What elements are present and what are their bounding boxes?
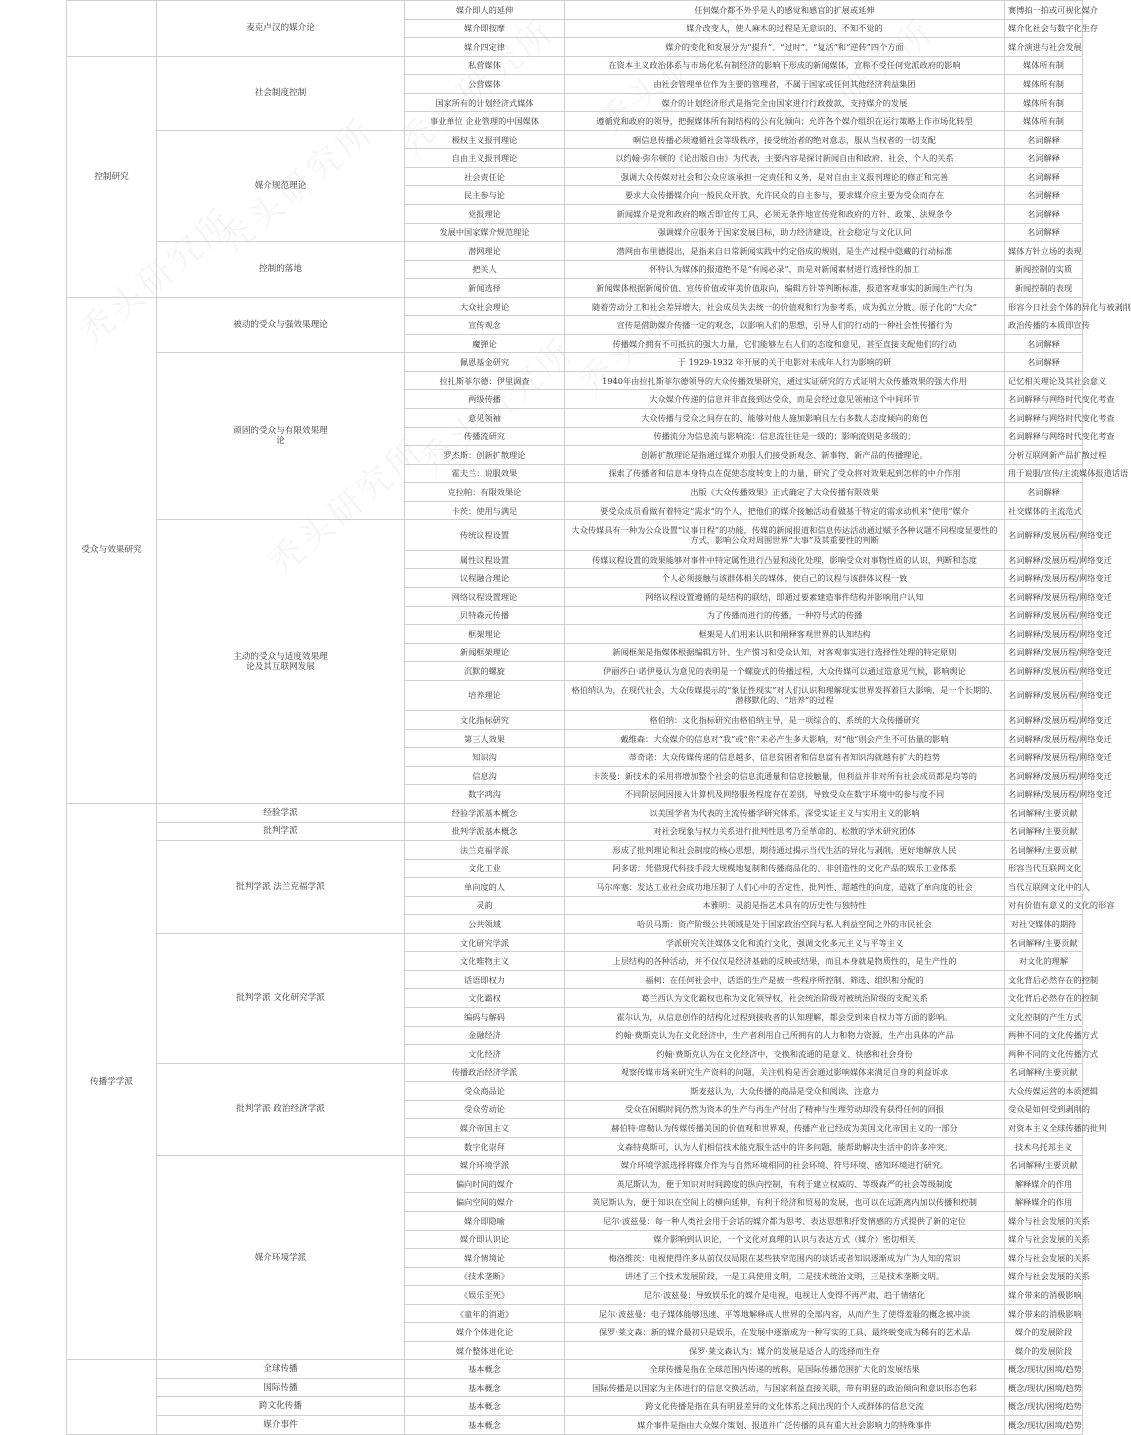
- term-cell: 新闻选择: [405, 279, 565, 298]
- exam-focus-cell: 文化控制的产生方式: [1005, 1007, 1083, 1026]
- exam-focus-cell: 名词解释: [1005, 130, 1083, 149]
- exam-focus-cell: 用于说服/宣传/主流媒体报道话语: [1005, 464, 1083, 483]
- table-row: [67, 1063, 1083, 1082]
- exam-focus-cell: 对有价值有意义的文化的形容: [1005, 896, 1083, 915]
- description-cell: 大众传媒具有一种为公众设置“议事日程”的功能，传媒的新闻报道和信息传达活动通过赋予各种议题不同程度显要性的方式，影响公众对周围世界“大事”及其重要性的判断: [565, 520, 1005, 551]
- table-row: [67, 1156, 1083, 1175]
- term-cell: 灵韵: [405, 896, 565, 915]
- term-cell: 属性议程设置: [405, 550, 565, 569]
- exam-focus-cell: 媒介与社会发展的关系: [1005, 1267, 1083, 1286]
- term-cell: 受众劳动论: [405, 1100, 565, 1119]
- description-cell: 强调大众传媒对社会和公众应该承担一定责任和义务，是对自由主义报刊理论的修正和完善: [565, 167, 1005, 186]
- description-cell: 尼尔·波兹曼：导致娱乐化的媒介是电视，电视让人变得不再严肃，趋于情绪化: [565, 1286, 1005, 1305]
- term-cell: 极权主义报刊理论: [405, 130, 565, 149]
- description-cell: 由社会管理单位作为主要的管理者，不属于国家或任何其他经济利益集团: [565, 75, 1005, 94]
- table-row: [67, 841, 1083, 860]
- table-row: [67, 520, 1083, 551]
- group-cell: 顽固的受众与有限效果理论: [157, 353, 405, 520]
- exam-focus-cell: 名词解释/主要贡献: [1005, 841, 1083, 860]
- description-cell: 哈贝马斯：资产阶级公共领域是处于国家政治空间与私人利益空间之外的市民社会: [565, 915, 1005, 934]
- table-row: [67, 1397, 1083, 1416]
- exam-focus-cell: 名词解释: [1005, 223, 1083, 242]
- description-cell: 出版《大众传播效果》正式确定了大众传播有限效果: [565, 483, 1005, 502]
- term-cell: 国家所有的计划经济式媒体: [405, 93, 565, 112]
- group-cell: 媒介规范理论: [157, 130, 405, 241]
- term-cell: 两级传播: [405, 390, 565, 409]
- term-cell: 罗杰斯：创新扩散理论: [405, 446, 565, 465]
- description-cell: 要求大众传播媒介向一般民众开放，允许民众的自主参与，要求媒介应主要为受众而存在: [565, 186, 1005, 205]
- term-cell: 文化霸权: [405, 989, 565, 1008]
- term-cell: 沉默的螺旋: [405, 662, 565, 681]
- exam-focus-cell: 当代互联网文化中的人: [1005, 878, 1083, 897]
- description-cell: 福柯：在任何社会中，话语的生产是被一些程序所控制、筛选、组织和分配的: [565, 970, 1005, 989]
- exam-focus-cell: 名词解释与网络时代变化考查: [1005, 390, 1083, 409]
- group-cell: 跨文化传播: [157, 1397, 405, 1416]
- description-cell: 蒂奇诺：大众传媒传递的信息越多，信息贫困者和信息富有者知识沟就越有扩大的趋势: [565, 748, 1005, 767]
- exam-focus-cell: 媒介的发展阶段: [1005, 1323, 1083, 1342]
- group-cell: 经验学派: [157, 803, 405, 822]
- description-cell: 本雅明：灵韵是指艺术具有的历史性与独特性: [565, 896, 1005, 915]
- exam-focus-cell: 名词解释/发展历程/网络变迁: [1005, 606, 1083, 625]
- term-cell: 媒介即隐喻: [405, 1212, 565, 1231]
- term-cell: 公营媒体: [405, 75, 565, 94]
- term-cell: 拉扎斯菲尔德：伊里调查: [405, 371, 565, 390]
- term-cell: 贝特森元传播: [405, 606, 565, 625]
- exam-focus-cell: 名词解释/发展历程/网络变迁: [1005, 587, 1083, 606]
- exam-focus-cell: 媒介演进与社会发展: [1005, 38, 1083, 57]
- table-row: [67, 822, 1083, 841]
- description-cell: 潜网由布里德提出，是指来自日常新闻实践中约定俗成的规则，是生产过程中隐藏的行动标准: [565, 242, 1005, 261]
- exam-focus-cell: 名词解释/发展历程/网络变迁: [1005, 625, 1083, 644]
- table-row: [67, 1378, 1083, 1397]
- exam-focus-cell: 媒介与社会发展的关系: [1005, 1230, 1083, 1249]
- term-cell: 党报理论: [405, 205, 565, 224]
- exam-focus-cell: 概念/现状/困境/趋势: [1005, 1397, 1083, 1416]
- description-cell: 大众传播与受众之间存在的、能够对他人施加影响且左右多数人态度倾向的角色: [565, 409, 1005, 428]
- exam-focus-cell: 名词解释/发展历程/网络变迁: [1005, 785, 1083, 804]
- table-row: [67, 803, 1083, 822]
- term-cell: 《童年的消逝》: [405, 1304, 565, 1323]
- table-row: [67, 1, 1083, 20]
- description-cell: 英尼斯认为，便于知识在空间上的横向延伸，有利于经济和贸易的发展，也可以在远距离内加以传播和控制: [565, 1193, 1005, 1212]
- term-cell: 话语即权力: [405, 970, 565, 989]
- term-cell: 金融经济: [405, 1026, 565, 1045]
- exam-focus-cell: 名词解释: [1005, 167, 1083, 186]
- exam-focus-cell: 名词解释/主要贡献: [1005, 803, 1083, 822]
- term-cell: 传播政治经济学派: [405, 1063, 565, 1082]
- term-cell: 《技术垄断》: [405, 1267, 565, 1286]
- group-cell: 批判学派: [157, 822, 405, 841]
- description-cell: 以美国学者为代表的主流传播学研究体系，深受实证主义与实用主义的影响: [565, 803, 1005, 822]
- description-cell: 葛兰西认为文化霸权也称为文化领导权，社会统治阶级对被统治阶级的支配关系: [565, 989, 1005, 1008]
- description-cell: 伊丽莎白·诺伊曼认为意见的表明是一个螺旋式的传播过程，大众传媒可以通过造意见气候，影响舆论: [565, 662, 1005, 681]
- description-cell: 任何媒介都不外乎是人的感觉和感官的扩展或延伸: [565, 1, 1005, 20]
- description-cell: 个人必须接触与该群体相关的媒体，使自己的议程与该群体议程一致: [565, 569, 1005, 588]
- exam-focus-cell: 名词解释/主要贡献: [1005, 1156, 1083, 1175]
- description-cell: 尼尔·波兹曼：每一种人类社会用于会话的媒介都为思考、表达思想和抒发情感的方式提供了新的定位: [565, 1212, 1005, 1231]
- description-cell: 框架是人们用来认识和阐释客观世界的认知结构: [565, 625, 1005, 644]
- description-cell: 对社会现象与权力关系进行批判性思考乃至革命的、松散的学术研究团体: [565, 822, 1005, 841]
- term-cell: 媒介情境论: [405, 1249, 565, 1268]
- description-cell: 文森特莫斯可，认为人们相信技术能克服生活中的许多问题，能帮助解决生活中的许多冲突。: [565, 1137, 1005, 1156]
- description-cell: 媒介事件是指由大众媒介策划、报道并广泛传播的具有重大社会影响力的特殊事件: [565, 1416, 1005, 1435]
- description-cell: 英尼斯认为，便于知识对时间跨度的纵向控制，有利于建立权威的、等级森严的社会等级制度: [565, 1174, 1005, 1193]
- description-cell: 全球传播是指在全球范围内传递的统称，是国际传播范围扩大化的发展结果: [565, 1360, 1005, 1379]
- term-cell: 私营媒体: [405, 56, 565, 75]
- exam-focus-cell: 名词解释/发展历程/网络变迁: [1005, 643, 1083, 662]
- description-cell: 传播媒介拥有不可抵抗的强大力量，它们能够左右人们的态度和意见，甚至直接支配他们的行动: [565, 334, 1005, 353]
- term-cell: 偏向时间的媒介: [405, 1174, 565, 1193]
- group-cell: 控制的落地: [157, 242, 405, 298]
- exam-focus-cell: 对社交媒体的期待: [1005, 915, 1083, 934]
- description-cell: 为了传播而进行的传播，一种符号式的传播: [565, 606, 1005, 625]
- exam-focus-cell: 解释媒介的作用: [1005, 1193, 1083, 1212]
- term-cell: 霍夫兰：说服效果: [405, 464, 565, 483]
- term-cell: 议程融合理论: [405, 569, 565, 588]
- term-cell: 佩恩基金研究: [405, 353, 565, 372]
- exam-focus-cell: 两种不同的文化传播方式: [1005, 1026, 1083, 1045]
- exam-focus-cell: 新闻控制的表现: [1005, 279, 1083, 298]
- description-cell: 保罗·莱文森：新的媒介最初只是娱乐，在发展中逐渐成为一种写实的工具、最终蜕变成为稀有的艺术品: [565, 1323, 1005, 1342]
- description-cell: 传播流分为信息流与影响流：信息流往往是一级的；影响流则是多级的；: [565, 427, 1005, 446]
- exam-focus-cell: 媒体所有制: [1005, 75, 1083, 94]
- exam-focus-cell: 概念/现状/困境/趋势: [1005, 1378, 1083, 1397]
- term-cell: 民主参与论: [405, 186, 565, 205]
- description-cell: 卡茨曼：新技术的采用将增加整个社会的信息流通量和信息接触量，但利益并非对所有社会成员都是均等的: [565, 766, 1005, 785]
- exam-focus-cell: 两种不同的文化传播方式: [1005, 1045, 1083, 1064]
- exam-focus-cell: 名词解释/发展历程/网络变迁: [1005, 662, 1083, 681]
- exam-focus-cell: 解释媒介的作用: [1005, 1174, 1083, 1193]
- term-cell: 基本概念: [405, 1397, 565, 1416]
- term-cell: 经验学派基本概念: [405, 803, 565, 822]
- exam-focus-cell: 名词解释: [1005, 334, 1083, 353]
- description-cell: 戴维森：大众媒介的信息对“我”或“你”未必产生多大影响，对“他”则会产生不可估量的影响: [565, 729, 1005, 748]
- term-cell: 把关人: [405, 260, 565, 279]
- exam-focus-cell: 名词解释: [1005, 149, 1083, 168]
- description-cell: 怀特认为媒体的报道绝不是“有闻必录”，而是对新闻素材进行选择性的加工: [565, 260, 1005, 279]
- exam-focus-cell: 文化背后必然存在的控制: [1005, 970, 1083, 989]
- description-cell: 随着劳动分工和社会差异增大，社会成员失去统一的价值观和行为参考系，成为孤立分散、原子化的“大众”: [565, 297, 1005, 316]
- table-row: [67, 353, 1083, 372]
- term-cell: 社会责任论: [405, 167, 565, 186]
- term-cell: 媒介个体进化论: [405, 1323, 565, 1342]
- exam-focus-cell: 对文化的理解: [1005, 952, 1083, 971]
- exam-focus-cell: 名词解释/主要贡献: [1005, 822, 1083, 841]
- group-cell: 媒介事件: [157, 1416, 405, 1435]
- description-cell: 要受众成员看做有着特定“需求”的个人，把他们的媒介接触活动看做基于特定的需求动机来“使用”媒介: [565, 501, 1005, 520]
- description-cell: 以约翰·弥尔顿的《论出版自由》为代表，主要内容是探讨新闻自由和政府、社会、个人的关系: [565, 149, 1005, 168]
- exam-focus-cell: 技术乌托邦主义: [1005, 1137, 1083, 1156]
- exam-focus-cell: 社交媒体的主流范式: [1005, 501, 1083, 520]
- exam-focus-cell: 名词解释/发展历程/网络变迁: [1005, 748, 1083, 767]
- description-cell: 讲述了三个技术发展阶段，一是工具使用文明，二是技术统治文明，三是技术垄断文明。: [565, 1267, 1005, 1286]
- topic-cell: 受众与效果研究: [67, 297, 157, 803]
- description-cell: 宣传是借助媒介传播一定的观念，以影响人们的思想，引导人们的行动的一种社会性传播行为: [565, 316, 1005, 335]
- term-cell: 文化指标研究: [405, 711, 565, 730]
- term-cell: 批判学派基本概念: [405, 822, 565, 841]
- description-cell: 新闻媒介是党和政府的喉舌即宣传工具，必须无条件地宣传党和政府的方针、政策、法规条令: [565, 205, 1005, 224]
- exam-focus-cell: 记忆相关理论及其社会意义: [1005, 371, 1083, 390]
- exam-focus-cell: 名词解释/发展历程/网络变迁: [1005, 569, 1083, 588]
- term-cell: 知识沟: [405, 748, 565, 767]
- term-cell: 媒介即人的延伸: [405, 1, 565, 20]
- description-cell: 形成了批判理论和社会制度的核心思想，期待通过揭示当代生活的异化与剥削，更好地解放人民: [565, 841, 1005, 860]
- term-cell: 潜网理论: [405, 242, 565, 261]
- term-cell: 网络议程设置理论: [405, 587, 565, 606]
- exam-focus-cell: 名词解释/发展历程/网络变迁: [1005, 766, 1083, 785]
- description-cell: 新闻框架是指媒体根据编辑方针、生产惯习和受众认知，对客观事实进行选择性处理的特定原则: [565, 643, 1005, 662]
- exam-focus-cell: 概念/现状/困境/趋势: [1005, 1416, 1083, 1435]
- exam-focus-cell: 媒体所有制: [1005, 93, 1083, 112]
- term-cell: 受众商品论: [405, 1082, 565, 1101]
- topic-cell: 控制研究: [67, 56, 157, 297]
- term-cell: 公共领域: [405, 915, 565, 934]
- table-row: [67, 56, 1083, 75]
- exam-focus-cell: 名词解释/主要贡献: [1005, 1063, 1083, 1082]
- description-cell: 赫伯特·席勒认为传媒传播美国的价值观和世界观，传播产业已经成为美国文化帝国主义的一部分: [565, 1119, 1005, 1138]
- group-cell: 社会制度控制: [157, 56, 405, 130]
- description-cell: 尼尔·波兹曼：电子媒体能够迅速、平等地解释成人世界的全部内容，从而产生了使得羞耻的概念被冲淡: [565, 1304, 1005, 1323]
- description-cell: 受众在闲暇时间仍然为资本的生产与再生产付出了精神与生理劳动却没有获得任何的回报: [565, 1100, 1005, 1119]
- description-cell: 格伯纳：文化指标研究由格伯纳主导，是一项综合的、系统的大众传播研究: [565, 711, 1005, 730]
- term-cell: 基本概念: [405, 1360, 565, 1379]
- description-cell: 观察传媒市场来研究生产资料的问题，关注机构是否会通过影响媒体来满足自身的利益诉求: [565, 1063, 1005, 1082]
- exam-focus-cell: 媒介与社会发展的关系: [1005, 1212, 1083, 1231]
- exam-focus-cell: 名词解释/发展历程/网络变迁: [1005, 520, 1083, 551]
- description-cell: 媒介的计划经济形式是指完全由国家进行行政拨款，支持媒介的发展: [565, 93, 1005, 112]
- table-row: [67, 297, 1083, 316]
- description-cell: 霍尔认为，从信息创作的结构化过程到接收者的认知理解，都会受到来自权力等方面的影响。: [565, 1007, 1005, 1026]
- exam-focus-cell: 名词解释与网络时代变化考查: [1005, 427, 1083, 446]
- exam-focus-cell: 名词解释/发展历程/网络变迁: [1005, 550, 1083, 569]
- description-cell: 大众媒介传递的信息并非直接到达受众，而是会经过意见领袖这个中间环节: [565, 390, 1005, 409]
- term-cell: 法兰克福学派: [405, 841, 565, 860]
- term-cell: 文化研究学派: [405, 933, 565, 952]
- term-cell: 传统议程设置: [405, 520, 565, 551]
- description-cell: 媒介影响到认识论，一个文化对真理的认识与表达方式（媒介）密切相关: [565, 1230, 1005, 1249]
- description-cell: 传媒议程设置的效果能够对事件中特定属性进行凸显和淡化处理，影响受众对事物性质的认识、判断和态度: [565, 550, 1005, 569]
- exam-focus-cell: 媒体所有制: [1005, 112, 1083, 131]
- term-cell: 基本概念: [405, 1416, 565, 1435]
- term-cell: 意见领袖: [405, 409, 565, 428]
- term-cell: 卡茨：使用与满足: [405, 501, 565, 520]
- term-cell: 克拉帕：有限效果论: [405, 483, 565, 502]
- term-cell: 文化经济: [405, 1045, 565, 1064]
- exam-focus-cell: 媒体方针立场的表现: [1005, 242, 1083, 261]
- description-cell: 强调媒介应服务于国家发展目标，助力经济建设，社会稳定与文化认同: [565, 223, 1005, 242]
- table-row: [67, 242, 1083, 261]
- term-cell: 媒介即按摩: [405, 19, 565, 38]
- description-cell: 梅洛维茨：电视使得许多从前仅仅局限在某些狭窄范围内的谈话或者知识逐渐成为广为人知的常识: [565, 1249, 1005, 1268]
- description-cell: 约翰·费斯克认为在文化经济中，交换和流通的是意义、快感和社会身份: [565, 1045, 1005, 1064]
- group-cell: 媒介环境学派: [157, 1156, 405, 1360]
- exam-focus-cell: 名词解释/发展历程/网络变迁: [1005, 711, 1083, 730]
- description-cell: 格伯纳认为，在现代社会，大众传媒提示的“象征性现实”对人们认识和理解现实世界发挥着巨大影响，是一个长期的、潜移默化的、“培养”的过程: [565, 680, 1005, 711]
- term-cell: 媒介即认识论: [405, 1230, 565, 1249]
- description-cell: 媒介的变化和发展分为“提升”、“过时”、“复活”和“逆转”四个方面: [565, 38, 1005, 57]
- group-cell: 被动的受众与强效果理论: [157, 297, 405, 353]
- term-cell: 文化唯物主义: [405, 952, 565, 971]
- term-cell: 偏向空间的媒介: [405, 1193, 565, 1212]
- description-cell: 马尔库塞：发达工业社会成功地压制了人们心中的否定性、批判性、超越性的向度，造就了单向度的社会: [565, 878, 1005, 897]
- term-cell: 框架理论: [405, 625, 565, 644]
- description-cell: 阿多诺：凭借现代科技手段大规模地复制和传播商品化的、非创造性的文化产品的娱乐工业体系: [565, 859, 1005, 878]
- description-cell: 遵循党和政府的领导，把握媒体所有制结构的公有化倾向；允许各个媒介组织在运行策略上作市场化转型: [565, 112, 1005, 131]
- description-cell: 新闻媒体根据新闻价值、宣传价值或审美价值取向，编辑方针等判断标准，报道客观事实的新闻生产行为: [565, 279, 1005, 298]
- description-cell: 保罗·莱文森认为：媒介的发展是适合人的选择而生存: [565, 1341, 1005, 1360]
- term-cell: 数字化崇拜: [405, 1137, 565, 1156]
- term-cell: 基本概念: [405, 1378, 565, 1397]
- exam-focus-cell: 形容今日社会个体的异化与被剥削: [1005, 297, 1083, 316]
- table-row: [67, 1360, 1083, 1379]
- exam-focus-cell: 分析互联网新产品扩散过程: [1005, 446, 1083, 465]
- exam-focus-cell: 名词解释/发展历程/网络变迁: [1005, 729, 1083, 748]
- group-cell: 主动的受众与适度效果理论及其互联网发展: [157, 520, 405, 804]
- group-cell: 麦克卢汉的媒介论: [157, 1, 405, 57]
- term-cell: 单向度的人: [405, 878, 565, 897]
- exam-focus-cell: 大众传媒运营的本质逻辑: [1005, 1082, 1083, 1101]
- group-cell: 国际传播: [157, 1378, 405, 1397]
- term-cell: 信息沟: [405, 766, 565, 785]
- term-cell: 《娱乐至死》: [405, 1286, 565, 1305]
- term-cell: 文化工业: [405, 859, 565, 878]
- group-cell: 批判学派 文化研究学派: [157, 933, 405, 1063]
- description-cell: 于 1929-1932 年开展的关于电影对未成年人行为影响的研: [565, 353, 1005, 372]
- term-cell: 培养理论: [405, 680, 565, 711]
- description-cell: 上层结构的各种活动，并不仅仅是经济基础的反映或结果，而且本身就是物质性的，是生产性的: [565, 952, 1005, 971]
- exam-focus-cell: 媒介的发展阶段: [1005, 1341, 1083, 1360]
- description-cell: 跨文化传播是指在具有明显差异的文化体系之间出现的个人或群体的信息交流: [565, 1397, 1005, 1416]
- term-cell: 第三人效果: [405, 729, 565, 748]
- exam-focus-cell: 媒介带来的消极影响: [1005, 1304, 1083, 1323]
- table-body: [67, 1, 1131, 1435]
- table-row: [67, 1416, 1083, 1435]
- exam-focus-cell: 名词解释/发展历程/网络变迁: [1005, 680, 1083, 711]
- topic-cell: [67, 1360, 157, 1434]
- group-cell: 批判学派 法兰克福学派: [157, 841, 405, 934]
- knowledge-table: [66, 0, 1131, 1435]
- term-cell: 新闻框架理论: [405, 643, 565, 662]
- term-cell: 事业单位 企业管理的中国媒体: [405, 112, 565, 131]
- exam-focus-cell: 政治传播的本质即宣传: [1005, 316, 1083, 335]
- description-cell: 1940年由拉扎斯菲尔德领导的大众传播效果研究，通过实证研究的方式证明大众传播效果的强大作用: [565, 371, 1005, 390]
- description-cell: 媒介改变人，使人麻木的过程是无意识的、不知不觉的: [565, 19, 1005, 38]
- description-cell: 媒介环境学派选择将媒介作为与自然环境相同的社会环境、符号环境、感知环境进行研究。: [565, 1156, 1005, 1175]
- description-cell: 斯麦兹认为，大众传播的商品是受众和阅读、注意力: [565, 1082, 1005, 1101]
- description-cell: 网络议程设置遵循的是结构的联结，即通过要素建造事件结构并影响用户认知: [565, 587, 1005, 606]
- term-cell: 发展中国家媒介规范理论: [405, 223, 565, 242]
- exam-focus-cell: 名词解释与网络时代变化考查: [1005, 409, 1083, 428]
- description-cell: 探索了传播者和信息本身特点在促使态度转变上的力量，研究了受众将对效果起到怎样的中介作用: [565, 464, 1005, 483]
- group-cell: 全球传播: [157, 1360, 405, 1379]
- description-cell: 啊信息传播必须遵循社会等级秩序，接受统治者的绝对意志，服从当权者的一切支配: [565, 130, 1005, 149]
- group-cell: 批判学派 政治经济学派: [157, 1063, 405, 1156]
- exam-focus-cell: 媒体所有制: [1005, 56, 1083, 75]
- description-cell: 学派研究关注媒体文化和流行文化，强调文化多元主义与平等主义: [565, 933, 1005, 952]
- description-cell: 不同阶层间因接入计算机及网络服务程度存在差别，导致受众在数字环境中的参与度不同: [565, 785, 1005, 804]
- description-cell: 约翰·费斯克认为在文化经济中，生产者利用自己所拥有的人力和物力资源，生产出具体的产品: [565, 1026, 1005, 1045]
- exam-focus-cell: 名词解释/主要贡献: [1005, 933, 1083, 952]
- term-cell: 传播流研究: [405, 427, 565, 446]
- exam-focus-cell: 媒介与社会发展的关系: [1005, 1249, 1083, 1268]
- term-cell: 魔弹论: [405, 334, 565, 353]
- exam-focus-cell: 名词解释: [1005, 205, 1083, 224]
- exam-focus-cell: 概念/现状/困境/趋势: [1005, 1360, 1083, 1379]
- table-row: [67, 130, 1083, 149]
- term-cell: 媒介帝国主义: [405, 1119, 565, 1138]
- description-cell: 创新扩散理论是指通过媒介劝服人们接受新观念、新事物、新产品的传播理论。: [565, 446, 1005, 465]
- exam-focus-cell: 名词解释: [1005, 186, 1083, 205]
- exam-focus-cell: 媒介化社会与数字化生存: [1005, 19, 1083, 38]
- term-cell: 宣传观念: [405, 316, 565, 335]
- exam-focus-cell: 名词解释: [1005, 483, 1083, 502]
- description-cell: 在资本主义政治体系与市场化私有制经济的影响下形成的新闻媒体，宣称不受任何党派政府的影响: [565, 56, 1005, 75]
- exam-focus-cell: 新闻控制的实质: [1005, 260, 1083, 279]
- exam-focus-cell: 媒介带来的消极影响: [1005, 1286, 1083, 1305]
- term-cell: 大众社会理论: [405, 297, 565, 316]
- exam-focus-cell: 形容当代互联网文化: [1005, 859, 1083, 878]
- exam-focus-cell: 对资本主义全球传播的批判: [1005, 1119, 1083, 1138]
- term-cell: 数字鸿沟: [405, 785, 565, 804]
- description-cell: 国际传播是以国家为主体进行的信息交换活动，与国家利益直接关联，带有明显的政治倾向和意识形态色彩: [565, 1378, 1005, 1397]
- term-cell: 媒介环境学派: [405, 1156, 565, 1175]
- term-cell: 媒介四定律: [405, 38, 565, 57]
- term-cell: 自由主义报刊理论: [405, 149, 565, 168]
- exam-focus-cell: 受众是如何受到剥削的: [1005, 1100, 1083, 1119]
- topic-cell: 传播学学派: [67, 803, 157, 1359]
- exam-focus-cell: 名词解释: [1005, 353, 1083, 372]
- term-cell: 编码与解码: [405, 1007, 565, 1026]
- exam-focus-cell: 赛博拍一拍或可视化媒介: [1005, 1, 1083, 20]
- topic-cell: [67, 1, 157, 57]
- table-row: [67, 933, 1083, 952]
- exam-focus-cell: 文化背后必然存在的控制: [1005, 989, 1083, 1008]
- term-cell: 媒介整体进化论: [405, 1341, 565, 1360]
